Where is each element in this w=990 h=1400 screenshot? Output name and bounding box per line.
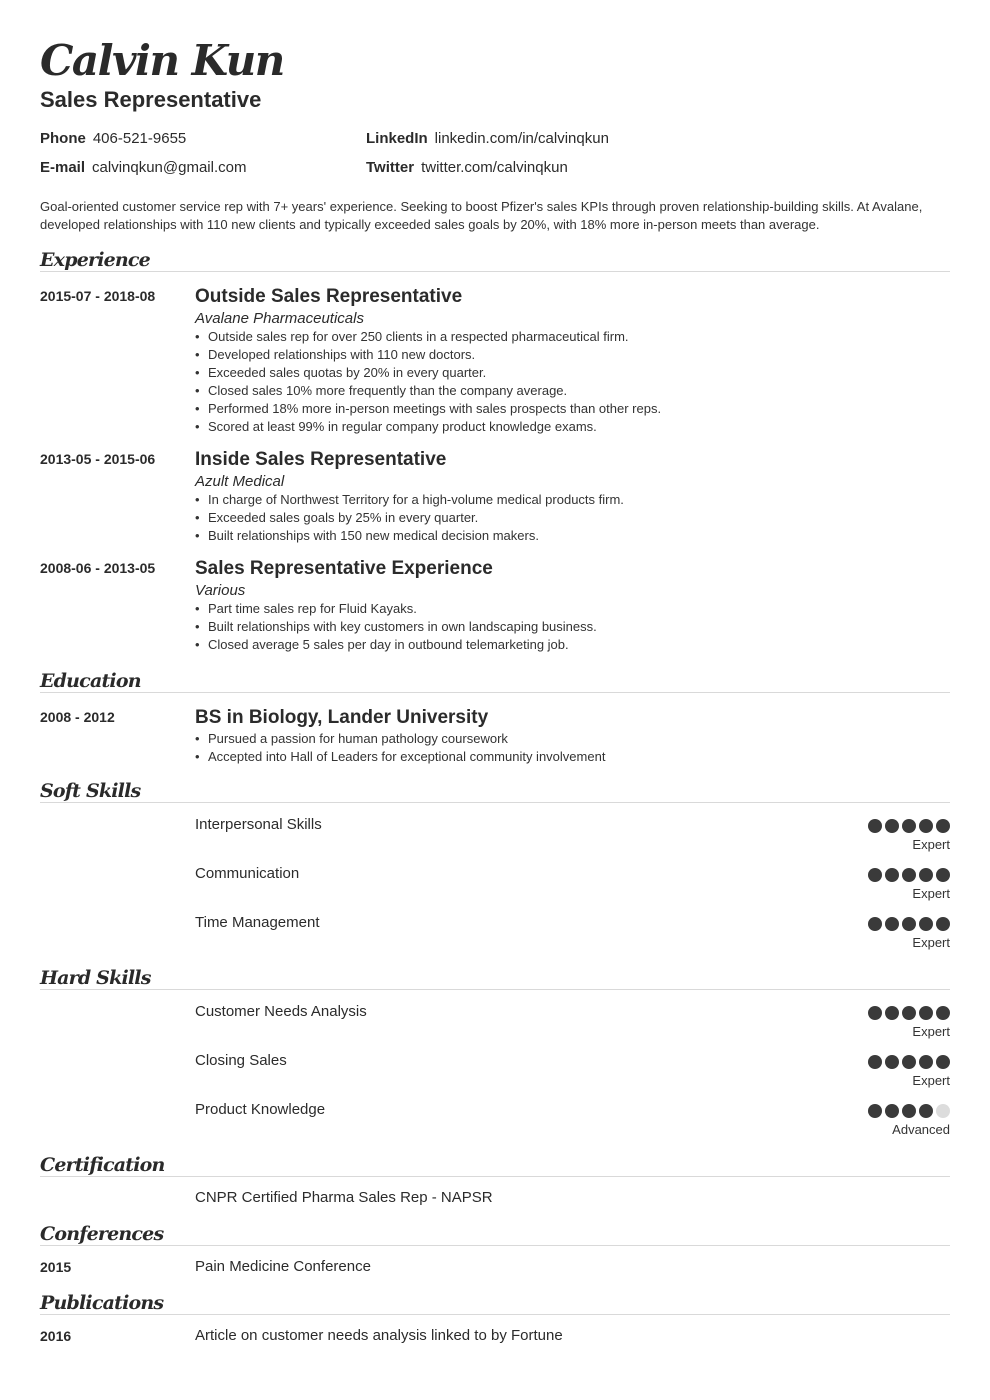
bullet-item: • Part time sales rep for Fluid Kayaks. [195,600,950,618]
bullet-item: • Closed average 5 sales per day in outbound telemarketing job. [195,636,950,654]
email-label: E-mail [40,159,86,176]
section-soft-skills [40,775,950,803]
rating-dot-filled [902,1055,916,1069]
experience-entry [195,448,950,545]
skill-row [40,914,950,959]
bullet-item: • Developed relationships with 110 new doctors. [195,346,950,364]
rating-dot-filled [936,1055,950,1069]
skill-rating [750,1104,950,1137]
twitter-label: Twitter [366,159,415,176]
section-title: Education [40,670,141,692]
bullet-item: • In charge of Northwest Territory for a high-volume medical products firm. [195,491,950,509]
rating-dot-filled [868,1104,882,1118]
bullet-item: • Performed 18% more in-person meetings with sales prospects than other reps. [195,400,950,418]
company-name: Azult Medical [195,473,285,490]
rating-dot-filled [885,1055,899,1069]
rating-dot-filled [919,819,933,833]
section-title: Publications [40,1292,164,1314]
experience-entry [195,285,950,436]
skill-level: Expert [912,886,950,901]
bullet-item: • Scored at least 99% in regular company product knowledge exams. [195,418,950,436]
rating-dot-filled [936,819,950,833]
rating-dot-filled [885,917,899,931]
section-title: Conferences [40,1223,164,1245]
company-name: Avalane Pharmaceuticals [195,310,364,327]
skill-row [40,816,950,861]
twitter-value[interactable]: twitter.com/calvinqkun [421,159,568,176]
rating-dot-filled [936,868,950,882]
skill-level: Expert [912,935,950,950]
rating-dot-filled [902,917,916,931]
skill-rating [750,1006,950,1039]
rating-dot-filled [885,868,899,882]
rating-dot-filled [868,1006,882,1020]
email-value[interactable]: calvinqkun@gmail.com [92,159,247,176]
section-title: Certification [40,1154,165,1176]
publication-year: 2016 [40,1328,72,1344]
contact-phone [40,130,186,147]
contact-linkedin [366,130,609,147]
skill-rating [750,819,950,852]
skill-row [40,1052,950,1097]
skill-level: Expert [912,1024,950,1039]
rating-dots [750,1104,950,1119]
rating-dot-filled [902,819,916,833]
experience-entry [195,557,950,654]
rating-dot-filled [902,1006,916,1020]
skill-rating [750,1055,950,1088]
contact-twitter [366,159,568,176]
rating-dots [750,1006,950,1021]
skill-level: Expert [912,837,950,852]
bullet-item: • Closed sales 10% more frequently than the company average. [195,382,950,400]
experience-dates: 2008-06 - 2013-05 [40,560,156,576]
education-entry [195,706,950,766]
skill-name: Customer Needs Analysis [195,1003,367,1020]
bullet-list [195,491,950,545]
rating-dot-filled [902,1104,916,1118]
section-hard-skills [40,962,950,990]
phone-value: 406-521-9655 [92,130,187,147]
rating-dot-filled [902,868,916,882]
section-title: Soft Skills [40,780,141,802]
rating-dots [750,819,950,834]
skill-name: Communication [195,865,300,882]
section-experience [40,244,950,272]
certification-item: CNPR Certified Pharma Sales Rep - NAPSR [195,1189,493,1206]
rating-dot-filled [885,1006,899,1020]
rating-dot-filled [919,1104,933,1118]
skill-row [40,1003,950,1048]
bullet-item: • Exceeded sales goals by 25% in every quarter. [195,509,950,527]
candidate-title: Sales Representative [40,87,262,112]
job-title: Inside Sales Representative [195,449,447,470]
bullet-item: • Outside sales rep for over 250 clients in a respected pharmaceutical firm. [195,328,950,346]
education-dates: 2008 - 2012 [40,709,115,725]
rating-dot-filled [885,1104,899,1118]
rating-dot-filled [868,917,882,931]
conference-name: Pain Medicine Conference [195,1258,371,1275]
skill-rating [750,868,950,901]
bullet-item: • Accepted into Hall of Leaders for exceptional community involvement [195,748,950,766]
rating-dot-empty [936,1104,950,1118]
rating-dot-filled [919,868,933,882]
bullet-list [195,600,950,654]
conference-year: 2015 [40,1259,72,1275]
bullet-item: • Built relationships with key customers in own landscaping business. [195,618,950,636]
section-certification [40,1149,950,1177]
rating-dots [750,868,950,883]
section-conferences [40,1218,950,1246]
rating-dot-filled [919,1055,933,1069]
section-publications [40,1287,950,1315]
skill-name: Time Management [195,914,320,931]
linkedin-value[interactable]: linkedin.com/in/calvinqkun [434,130,609,147]
bullet-list [195,328,950,436]
publication-name: Article on customer needs analysis linked to by Fortune [195,1327,563,1344]
contact-email [40,159,246,176]
rating-dot-filled [868,819,882,833]
linkedin-label: LinkedIn [366,130,428,147]
rating-dots [750,917,950,932]
skill-level: Expert [912,1073,950,1088]
phone-label: Phone [40,130,86,147]
skill-row [40,1101,950,1146]
job-title: Sales Representative Experience [195,558,493,579]
skill-name: Interpersonal Skills [195,816,322,833]
experience-dates: 2013-05 - 2015-06 [40,451,156,467]
job-title: Outside Sales Representative [195,286,463,307]
section-title: Experience [40,249,150,271]
rating-dot-filled [919,1006,933,1020]
summary: Goal-oriented customer service rep with 7+ years' experience. Seeking to boost Pfizer's sales KPIs through proven relationship-building skills. At Avalane, developed relationships with 110 new clients and typically exceeded sales goals by 20%, with 18% more in-person meets than average. [40,199,923,232]
skill-rating [750,917,950,950]
experience-dates: 2015-07 - 2018-08 [40,288,156,304]
rating-dot-filled [919,917,933,931]
bullet-item: • Pursued a passion for human pathology coursework [195,730,950,748]
skill-name: Closing Sales [195,1052,287,1069]
rating-dots [750,1055,950,1070]
rating-dot-filled [868,1055,882,1069]
bullet-item: • Built relationships with 150 new medical decision makers. [195,527,950,545]
bullet-list [195,730,950,766]
skill-level: Advanced [892,1122,950,1137]
section-education [40,665,950,693]
bullet-item: • Exceeded sales quotas by 20% in every quarter. [195,364,950,382]
skill-row [40,865,950,910]
rating-dot-filled [868,868,882,882]
company-name: Various [195,582,246,599]
rating-dot-filled [885,819,899,833]
skill-name: Product Knowledge [195,1101,326,1118]
section-title: Hard Skills [40,967,151,989]
degree-title: BS in Biology, Lander University [195,707,489,728]
rating-dot-filled [936,917,950,931]
rating-dot-filled [936,1006,950,1020]
candidate-name: Calvin Kun [40,36,284,85]
